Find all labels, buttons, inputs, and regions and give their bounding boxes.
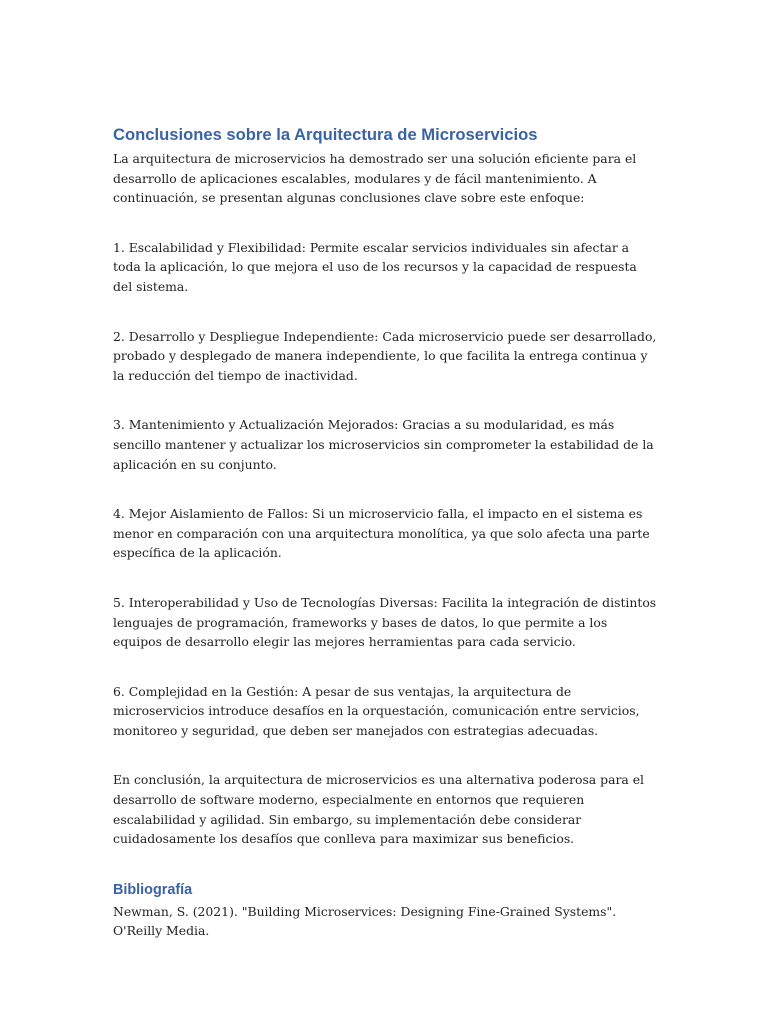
bibliography-reference: Newman, S. (2021). "Building Microservices: Designing Fine-Grained Systems". O'Reilly Media. xyxy=(113,903,617,939)
document-body xyxy=(113,149,658,849)
document-page xyxy=(113,124,658,941)
conclusion-item-5: 5. Interoperabilidad y Uso de Tecnologías Diversas: Facilita la integración de distintos lenguajes de programación, frameworks y bases de datos, lo que permite a los equipos de desarrollo elegir las mejores herramientas para cada servicio. xyxy=(113,594,657,650)
conclusion-item-4: 4. Mejor Aislamiento de Fallos: Si un microservicio falla, el impacto en el sistema es menor en comparación con una arquitectura monolítica, ya que solo afecta una parte específica de la aplicación. xyxy=(113,506,650,561)
conclusion-item-6: 6. Complejidad en la Gestión: A pesar de sus ventajas, la arquitectura de microservicios introduce desafíos en la orquestación, comunicación entre servicios, monitoreo y seguridad, que deben ser manejados con estrategias adecuadas. xyxy=(113,683,640,738)
document-title: Conclusiones sobre la Arquitectura de Microservicios xyxy=(113,125,538,144)
conclusion-item-3: 3. Mantenimiento y Actualización Mejorados: Gracias a su modularidad, es más sencillo mantener y actualizar los microservicios sin comprometer la estabilidad de la aplicación en su conjunto. xyxy=(113,417,654,472)
closing-paragraph: En conclusión, la arquitectura de microservicios es una alternativa poderosa para el desarrollo de software moderno, especialmente en entornos que requieren escalabilidad y agilidad. Sin embargo, su implementación debe considerar cuidadosamente los desafíos que conlleva para maximizar sus beneficios. xyxy=(113,772,644,847)
intro-paragraph: La arquitectura de microservicios ha demostrado ser una solución eficiente para el desarrollo de aplicaciones escalables, modulares y de fácil mantenimiento. A continuación, se presentan algunas conclusiones clave sobre este enfoque: xyxy=(113,151,637,206)
bibliography-heading: Bibliografía xyxy=(113,881,193,898)
conclusion-item-1: 1. Escalabilidad y Flexibilidad: Permite escalar servicios individuales sin afectar a toda la aplicación, lo que mejora el uso de los recursos y la capacidad de respuesta del sistema. xyxy=(113,239,637,294)
conclusion-item-2: 2. Desarrollo y Despliegue Independiente: Cada microservicio puede ser desarrollado, probado y desplegado de manera independiente, lo que facilita la entrega continua y la reducción del tiempo de inactividad. xyxy=(113,328,657,383)
